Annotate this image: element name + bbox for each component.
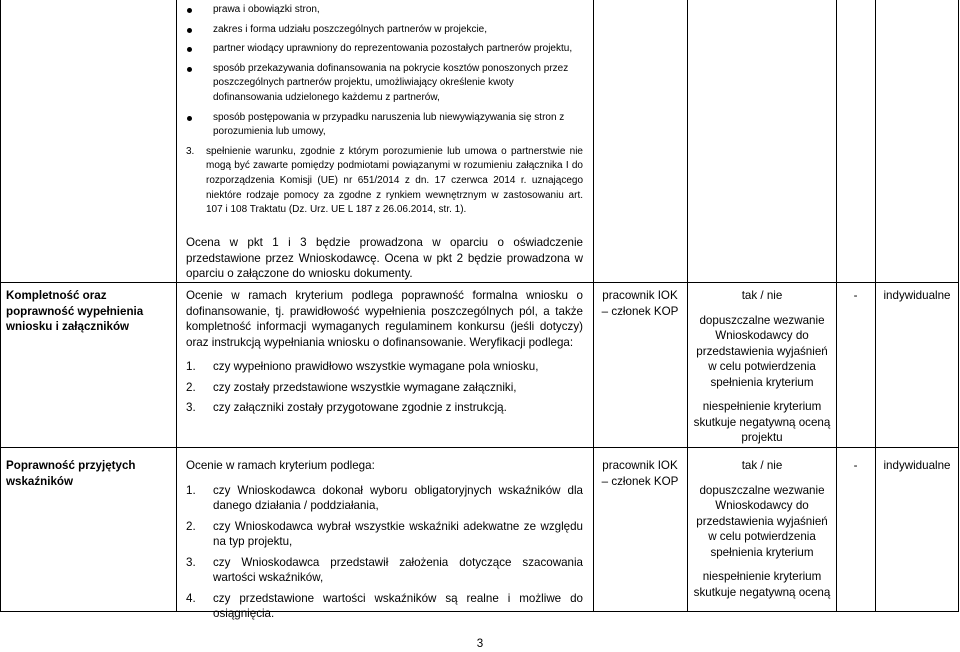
item-number: 3. bbox=[186, 555, 196, 569]
bullet-icon bbox=[187, 28, 192, 33]
evaluator: pracownik IOK – członek KOP bbox=[601, 289, 679, 318]
list-item: prawa i obowiązki stron, bbox=[186, 3, 583, 18]
list-item bbox=[186, 145, 583, 218]
criterion-weight: - bbox=[853, 289, 858, 302]
criterion-type: indywidualne bbox=[883, 289, 951, 302]
table-border-right bbox=[958, 0, 959, 612]
table-border-left bbox=[0, 0, 1, 612]
item-number: 3. bbox=[186, 401, 196, 414]
column-divider bbox=[176, 0, 177, 612]
item-number: 1. bbox=[186, 483, 196, 497]
list-item bbox=[186, 591, 583, 622]
column-divider bbox=[836, 0, 837, 612]
item-number: 3. bbox=[186, 145, 195, 157]
criterion-name: Poprawność przyjętych wskaźników bbox=[6, 459, 136, 488]
list-item bbox=[186, 555, 583, 586]
criterion-type: indywidualne bbox=[883, 459, 951, 472]
item-number: 1. bbox=[186, 360, 196, 373]
item-text: czy Wnioskodawca wybrał wszystkie wskaźniki adekwatne ze względu na typ projektu, bbox=[213, 519, 583, 548]
criterion-weight: - bbox=[853, 459, 858, 472]
assessment-note: Ocena w pkt 1 i 3 będzie prowadzona w oparciu o oświadczenie przedstawione przez Wnioskodawcę. Ocena w pkt 2 będzie prowadzona w oparciu o załączone do wniosku dokumenty. bbox=[186, 236, 583, 280]
criterion-description bbox=[186, 458, 583, 622]
column-divider bbox=[593, 0, 594, 612]
item-text: spełnienie warunku, zgodnie z którym porozumienie lub umowa o partnerstwie nie mogą być zawarte pomiędzy podmiotami powiązanymi w rozumieniu załącznika I do rozporządzenia Komisji (UE) nr 651/2014 z dn. 17 czerwca 2014 r. uznającego niektóre rodzaje pomocy za zgodne z rynkiem wewnętrznym w zastosowaniu art. 107 i 108 Traktatu (Dz. Urz. UE L 187 z 26.06.2014, str. 1). bbox=[206, 145, 583, 216]
item-text: czy Wnioskodawca przedstawił założenia dotyczące szacowania wartości wskaźników, bbox=[213, 555, 583, 584]
list-item bbox=[186, 380, 583, 396]
evaluator: pracownik IOK – członek KOP bbox=[601, 459, 679, 488]
partnership-agreement-list bbox=[186, 3, 583, 140]
page-number: 3 bbox=[476, 637, 484, 650]
bullet-icon bbox=[187, 67, 192, 72]
criterion-intro: Ocenie w ramach kryterium podlega poprawność formalna wniosku o dofinansowanie, tj. prawidłowość wypełnienia poszczególnych pól, a także kompletność informacji wymaganych regulaminem konkursu (jeśli dotyczy) oraz instrukcją wypełniania wniosku o dofinansowanie. Weryfikacji podlega: bbox=[186, 289, 583, 349]
evaluation-method bbox=[693, 288, 831, 446]
item-text: czy załączniki zostały przygotowane zgodnie z instrukcją. bbox=[213, 401, 507, 414]
item-number: 2. bbox=[186, 519, 196, 533]
column-divider bbox=[875, 0, 876, 612]
evaluation-method bbox=[693, 458, 831, 600]
evaluation-clarification: dopuszczalne wezwanie Wnioskodawcy do przedstawienia wyjaśnień w celu potwierdzenia spełnienia kryterium bbox=[696, 313, 828, 389]
item-number: 4. bbox=[186, 591, 196, 605]
evaluation-result: tak / nie bbox=[741, 289, 783, 302]
list-item: sposób postępowania w przypadku naruszenia lub niewywiązywania się stron z porozumienia lub umowy, bbox=[186, 111, 583, 140]
bullet-icon bbox=[187, 47, 192, 52]
evaluation-consequence: niespełnienie kryterium skutkuje negatywną oceną projektu bbox=[693, 400, 831, 444]
item-text: czy przedstawione wartości wskaźników są realne i możliwe do osiągnięcia. bbox=[213, 591, 583, 620]
list-item: sposób przekazywania dofinansowania na pokrycie kosztów ponoszonych przez poszczególnych partnerów projektu, umożliwiający określenie kwoty dofinansowania udzielonego każdemu z partnerów, bbox=[186, 62, 583, 106]
criterion-name: Kompletność oraz poprawność wypełnienia wniosku i załączników bbox=[6, 289, 144, 333]
bullet-icon bbox=[187, 116, 192, 121]
row-divider bbox=[0, 447, 959, 448]
list-item: zakres i forma udziału poszczególnych partnerów w projekcie, bbox=[186, 23, 583, 38]
evaluation-result: tak / nie bbox=[741, 459, 783, 472]
evaluation-consequence: niespełnienie kryterium skutkuje negatywną oceną bbox=[693, 570, 831, 599]
list-item: partner wiodący uprawniony do reprezentowania pozostałych partnerów projektu, bbox=[186, 42, 583, 57]
criterion-intro: Ocenie w ramach kryterium podlega: bbox=[186, 459, 375, 472]
criterion-description bbox=[186, 288, 583, 416]
item-text: czy zostały przedstawione wszystkie wymagane załączniki, bbox=[213, 380, 517, 394]
item-number: 2. bbox=[186, 380, 196, 394]
column-divider bbox=[687, 0, 688, 612]
list-item bbox=[186, 519, 583, 550]
evaluation-clarification: dopuszczalne wezwanie Wnioskodawcy do przedstawienia wyjaśnień w celu potwierdzenia spełnienia kryterium bbox=[696, 483, 828, 559]
bullet-icon bbox=[187, 8, 192, 13]
list-item bbox=[186, 359, 583, 375]
list-item bbox=[186, 400, 583, 416]
item-text: czy wypełniono prawidłowo wszystkie wymagane pola wniosku, bbox=[213, 360, 539, 373]
list-item bbox=[186, 483, 583, 514]
row-divider bbox=[0, 282, 959, 283]
partnership-description bbox=[186, 3, 583, 218]
item-text: czy Wnioskodawca dokonał wyboru obligatoryjnych wskaźników dla danego działania / poddziałania, bbox=[213, 483, 583, 512]
